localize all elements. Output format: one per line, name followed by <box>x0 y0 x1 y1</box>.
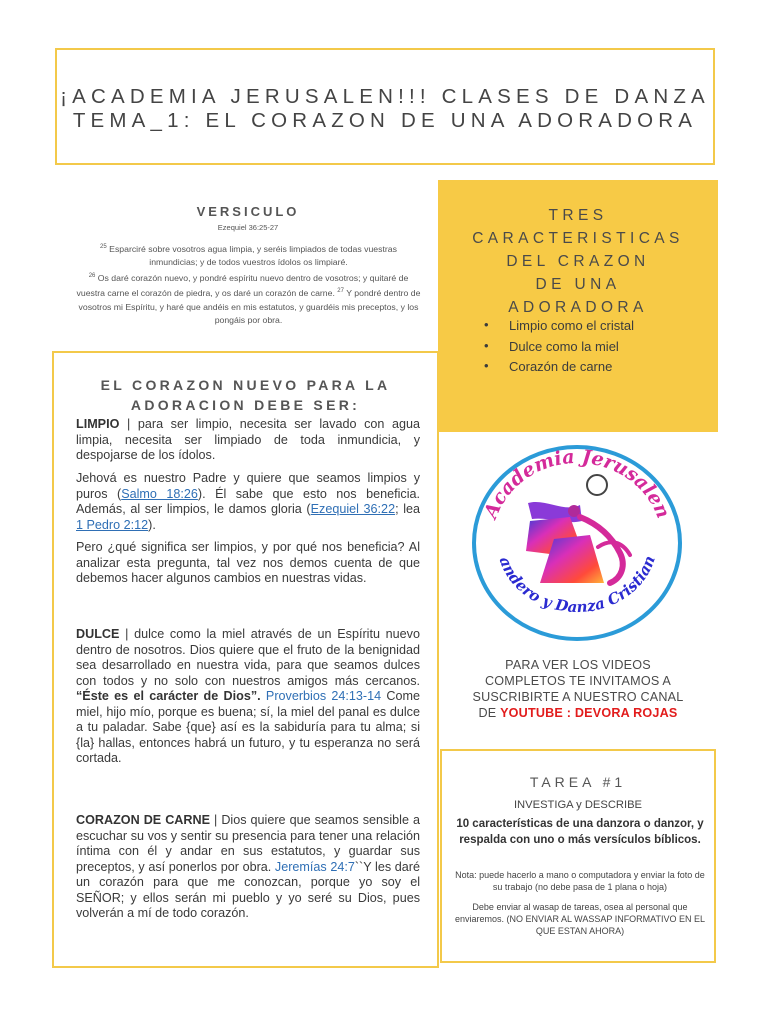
pedro-link[interactable]: 1 Pedro 2:12 <box>76 517 149 532</box>
limpio-text: | para ser limpio, necesita ser lavado con agua limpia, necesita ser limpiado de toda inmundicia, y despojarse de los ídolos. <box>76 417 420 462</box>
tres-title-line4: DE UNA <box>535 276 621 293</box>
versiculo-title: VERSICULO <box>196 204 300 219</box>
youtube-invite <box>440 657 716 721</box>
tarea-title: TAREA #1 <box>529 774 627 790</box>
limpio2-text-b: ). Él sabe que esto nos beneficia. Además, al ser limpios, le damos gloria ( <box>76 486 420 516</box>
header-title-line1: ¡ACADEMIA JERUSALEN!!! CLASES DE DANZA <box>60 85 710 108</box>
verse-number-27: 27 <box>337 288 344 295</box>
list-item: • Corazón de carne <box>484 359 634 374</box>
versiculo-reference: Ezequiel 36:25-27 <box>217 223 279 232</box>
page-header <box>55 48 715 165</box>
limpio2-text-a: Jehová es nuestro Padre y quiere que seamos limpios y puros ( <box>76 471 420 501</box>
salmo-link[interactable]: Salmo 18:26 <box>121 486 198 501</box>
carne-text-a: | Dios quiere que seamos sensible a escuchar su vos y sentir su presencia para tener una relación íntima con él y andar en sus estatutos, y guardar sus preceptos, y así ponerlos por obra. <box>76 813 420 874</box>
carne-text-b: ``Y les daré un corazón para que me conozcan, porque yo soy el SEÑOR; y ellos serán mi pueblo y yo seré su Dios, pues volverán a mí de todo corazón. <box>76 859 420 920</box>
corazon-nuevo-title-line1: EL CORAZON NUEVO PARA LA <box>100 377 391 393</box>
verse-26: Os daré corazón nuevo, y pondré espíritu nuevo dentro de vosotros; y quitaré de vuestra carne el corazón de piedra, y os daré un corazón de carne. <box>76 272 409 299</box>
verse-27: Y pondré dentro de vosotros mi Espíritu, y haré que andéis en mis estatutos, y guardéis mis preceptos, y los pongáis por obra. <box>78 288 421 326</box>
youtube-line2: COMPLETOS TE INVITAMOS A <box>484 674 672 688</box>
corazon-nuevo-title-line2: ADORACION DEBE SER: <box>130 397 361 413</box>
versiculo-section <box>68 200 428 340</box>
verse-number-25: 25 <box>100 244 107 250</box>
limpio-paragraph-3: Pero ¿qué significa ser limpios, y por qué nos beneficia? Al analizar esta pregunta, tal vez nos demos cuenta de que debemos hacer algunos cambios en nuestras vidas. <box>76 540 420 585</box>
dulce-text-a: | dulce como la miel através de un Espíritu nuevo dentro de nosotros. Dios quiere que el fruto de la benignidad sea desarrollado en nuestra vida, para que seamos dulces con todos y no solo con nuestros amigos más cercanos. <box>76 627 420 688</box>
versiculo-text <box>76 241 421 328</box>
tres-title-line2: CARACTERISTICAS <box>472 230 684 247</box>
limpio-paragraph-2 <box>76 471 420 533</box>
youtube-line3: SUSCRIBIRTE A NUESTRO CANAL <box>472 690 684 704</box>
tres-caracteristicas-title <box>438 204 718 319</box>
academia-logo <box>470 443 684 643</box>
limpio-label: LIMPIO <box>76 417 120 431</box>
carne-label: CORAZON DE CARNE <box>76 813 210 827</box>
logo-top-text: Academia Jerusalen <box>479 445 675 522</box>
youtube-line1: PARA VER LOS VIDEOS <box>505 658 651 672</box>
tres-caracteristicas-box <box>438 180 718 432</box>
tarea-instruction: 10 características de una danzora o danzor, y respalda con uno o más versículos bíblicos. <box>456 818 704 846</box>
youtube-channel-name: YOUTUBE : DEVORA ROJAS <box>500 706 678 720</box>
verse-25: Esparciré sobre vosotros agua limpia, y seréis limpiados de todas vuestras inmundicias; y de todos vuestros ídolos os limpiaré. <box>106 243 397 268</box>
list-item: • Dulce como la miel <box>484 339 634 354</box>
dulce-quote: “Éste es el carácter de Dios”. <box>76 689 261 703</box>
dulce-label: DULCE <box>76 627 120 641</box>
limpio2-text-c: ; lea <box>395 502 421 516</box>
header-title-line2: TEMA_1: EL CORAZON DE UNA ADORADORA <box>72 109 698 132</box>
verse-number-26: 26 <box>88 272 96 279</box>
tarea-subtitle: INVESTIGA y DESCRIBE <box>513 799 643 811</box>
dulce-text-b: Come miel, hijo mío, porque es buena; sí, la miel del panal es dulce a tu paladar. Sabe {que} así es la sabiduría para tu alma; si {la} hallas, entonces habrá un futuro, y tu esperanza no será cortada. <box>76 689 421 765</box>
youtube-line4-prefix: DE <box>478 706 501 720</box>
ezequiel-link[interactable]: Ezequiel 36:22 <box>310 502 396 516</box>
limpio-paragraph <box>76 417 420 464</box>
tres-title-line5: ADORADORA <box>508 299 648 316</box>
tarea-nota: Nota: puede hacerlo a mano o computadora y enviar la foto de su trabajo (no debe pasa de 1 plana o hoja) <box>455 870 705 892</box>
limpio2-text-d: ). <box>148 517 156 532</box>
logo-graphic <box>470 443 684 643</box>
jeremias-reference: Jeremías 24:7 <box>274 859 355 874</box>
caracteristicas-list <box>484 318 634 380</box>
tarea-envio: Debe enviar al wasap de tareas, osea al personal que enviaremos. (NO ENVIAR AL WASSAP INFORMATIVO EN EL QUE ESTAN AHORA) <box>454 902 706 936</box>
corazon-nuevo-title <box>54 375 437 415</box>
dulce-paragraph <box>76 627 420 767</box>
list-item: • Limpio como el cristal <box>484 318 634 333</box>
carne-paragraph <box>76 813 420 922</box>
corazon-nuevo-section <box>52 351 439 968</box>
tarea-box <box>440 749 716 963</box>
tres-title-line3: DEL CRAZON <box>506 253 650 270</box>
proverbios-reference: Proverbios 24:13-14 <box>265 689 382 703</box>
tres-title-line1: TRES <box>548 207 608 224</box>
logo-bottom-text: andero y Danza Cristian <box>495 553 659 617</box>
